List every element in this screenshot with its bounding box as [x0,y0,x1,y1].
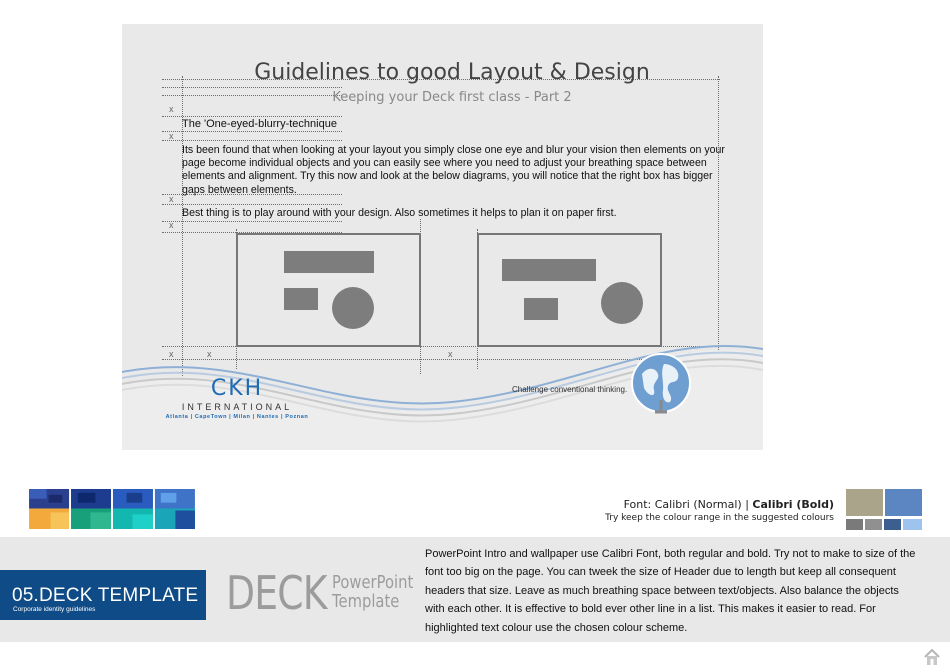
guide-line [162,140,342,141]
spacing-marker: x [169,131,174,141]
guide-line [162,221,342,222]
suggested-colours [846,489,922,530]
font-bold-text: Calibri (Bold) [752,498,834,511]
font-note-line2: Try keep the colour range in the suggested colours [605,513,834,523]
diagram-bar-wide [502,259,596,281]
slide-title: Guidelines to good Layout & Design [254,60,650,85]
globe-icon [630,352,692,414]
slide-tip-text: Best thing is to play around with your design. Also sometimes it helps to plan it on paper first. [182,207,617,219]
guide-line [162,116,342,117]
guide-line [162,204,342,205]
spacing-marker: x [169,220,174,230]
font-note-line1 [605,498,834,511]
colour-swatches [27,489,197,529]
section-label [0,570,206,620]
ckh-logo [157,376,317,420]
diagram-left [236,233,421,347]
spacing-marker: x [169,194,174,204]
font-note [605,498,834,523]
diagram-right [477,233,662,347]
spacing-marker: x [448,349,453,359]
logo-name: CKH [210,376,264,401]
deck-subtitle-line2: Template [332,591,400,612]
spacing-marker: x [207,349,212,359]
diagram-bar-small [284,288,318,310]
slide-subtitle: Keeping your Deck first class - Part 2 [332,90,572,105]
section-label-subtitle: Corporate identity guidelines [13,606,96,613]
deck-subtitle-line1: PowerPoint [332,572,414,593]
spacing-marker: x [169,104,174,114]
diagram-circle [332,287,374,329]
tagline: Challenge conventional thinking. [512,385,628,394]
deck-title: DECK [226,566,327,620]
section-label-title: 05.DECK TEMPLATE [12,585,199,606]
guide-line [162,87,342,88]
diagram-bar-small [524,298,558,320]
home-icon[interactable] [923,648,941,666]
font-normal-text: Font: Calibri (Normal) | [623,498,753,511]
diagram-bar-wide [284,251,374,273]
logo-cities: Atlanta | CapeTown | Milan | Nantes | Poznan [165,414,309,420]
diagram-circle [601,282,643,324]
spacing-marker: x [169,349,174,359]
slide-body-text: Its been found that when looking at your layout you simply close one eye and blur your vision then elements on your page become individual objects and you can easily see where you need to adjust your breathing space between elements and alignment. Try this now and look at the below diagrams, you will notice that the right box has bigger gaps between elements. [182,144,725,196]
deck-subtitle [332,573,413,611]
slide-heading: The 'One-eyed-blurry-technique [182,118,337,130]
guideline-notes: PowerPoint Intro and wallpaper use Calibri Font, both regular and bold. Try not to make to size of the font too big on the page. You can tweek the size of Header due to length but keep all consequent headers that size. Leave as much breathing space between text/objects. Also balance the objects with each other. It is effective to bold ever other line in a list. This makes it easier to read. For highlighted text colour use the chosen colour scheme. [425,548,916,634]
logo-subtitle: INTERNATIONAL [181,402,293,412]
slide-preview [122,24,763,450]
guide-line [162,131,342,132]
